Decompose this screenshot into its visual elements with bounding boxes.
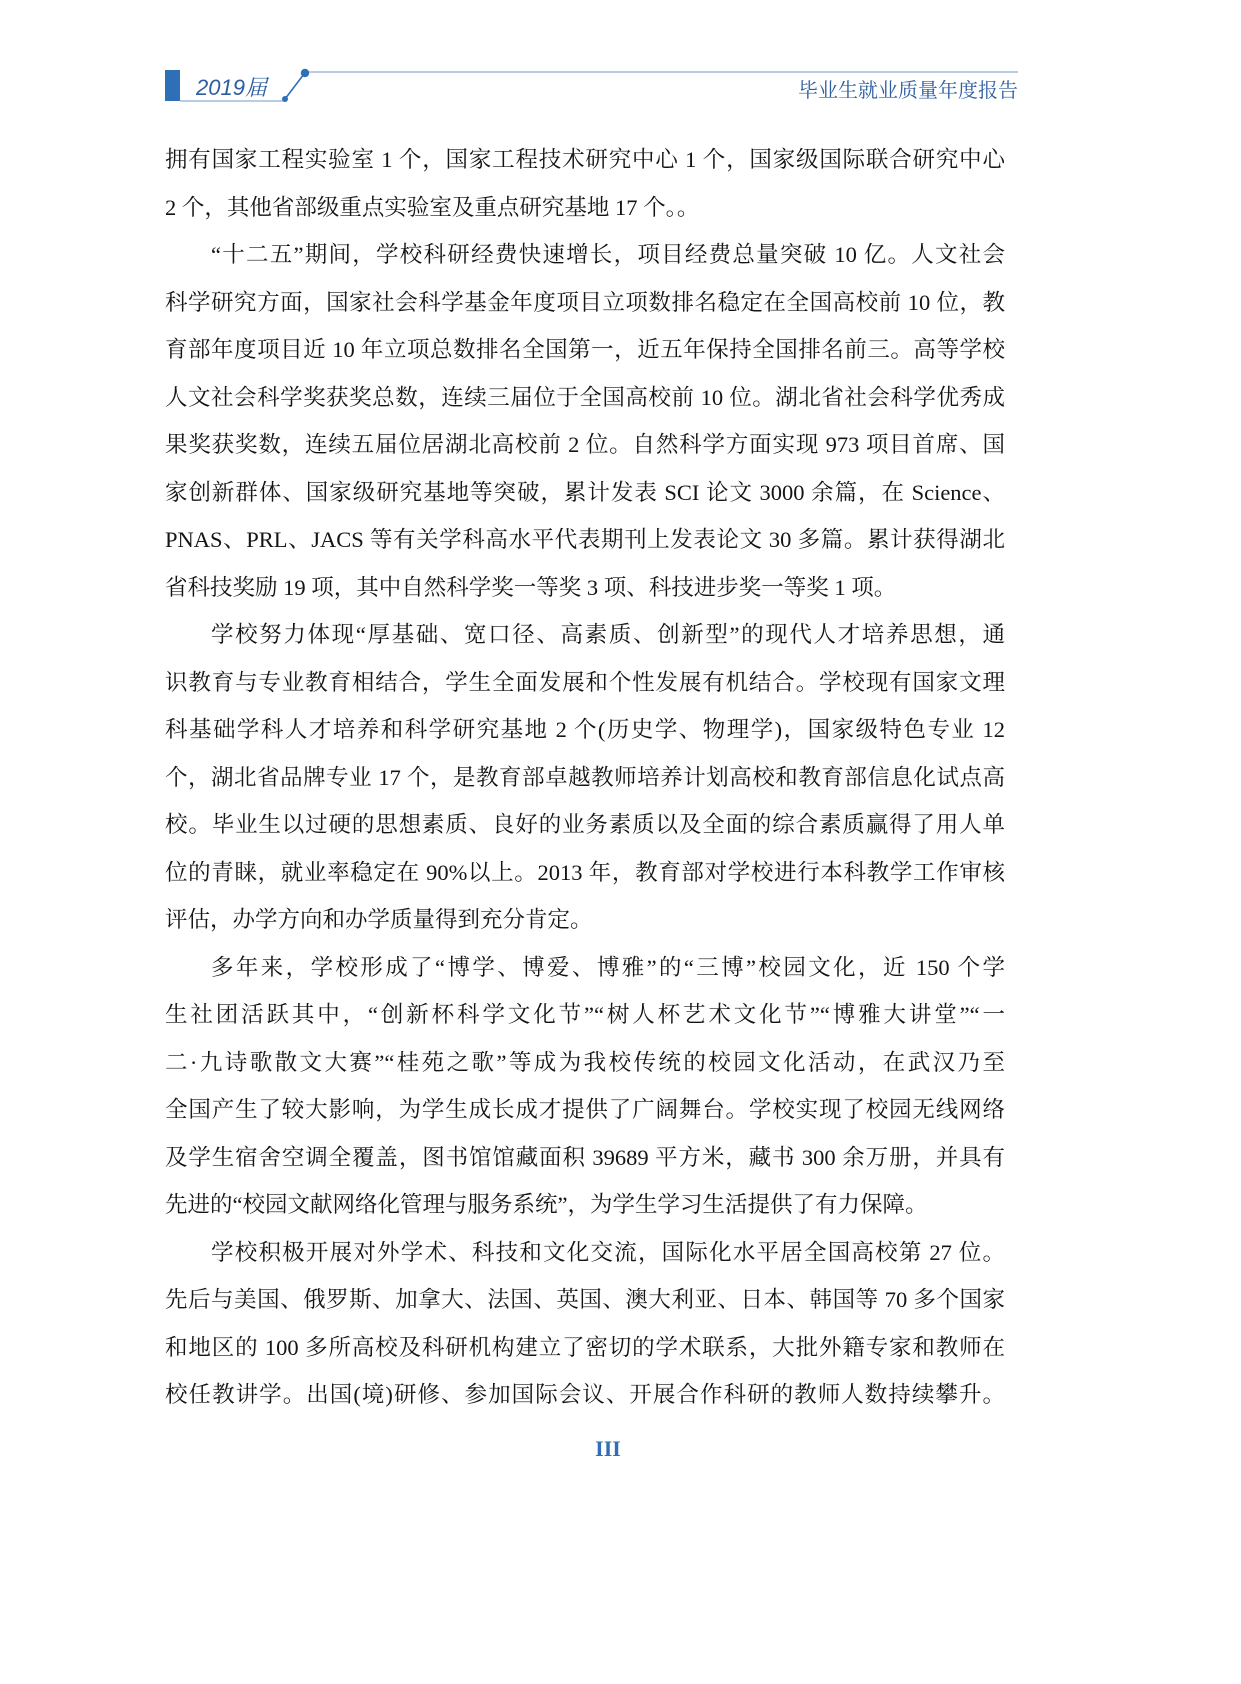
text-line: 人文社会科学奖获奖总数，连续三届位于全国高校前 10 位。湖北省社会科学优秀成 bbox=[165, 384, 1005, 410]
year-label: 2019届 bbox=[196, 75, 267, 100]
text-line: 家创新群体、国家级研究基地等突破，累计发表 SCI 论文 3000 余篇，在 Science、 bbox=[165, 479, 1005, 505]
header-accent-bar bbox=[165, 70, 180, 101]
text-line: 和地区的 100 多所高校及科研机构建立了密切的学术联系，大批外籍专家和教师在 bbox=[165, 1334, 1005, 1360]
text-line: 先后与美国、俄罗斯、加拿大、法国、英国、澳大利亚、日本、韩国等 70 多个国家 bbox=[165, 1287, 1005, 1312]
header-dot-bottom bbox=[282, 96, 288, 102]
text-line: 拥有国家工程实验室 1 个，国家工程技术研究中心 1 个，国家级国际联合研究中心 bbox=[165, 147, 1005, 172]
text-line: 省科技奖励 19 项，其中自然科学奖一等奖 3 项、科技进步奖一等奖 1 项。 bbox=[165, 574, 897, 600]
page-number: III bbox=[595, 1436, 621, 1461]
body-text bbox=[165, 136, 1005, 1419]
text-line: 生社团活跃其中，“创新杯科学文化节”“树人杯艺术文化节”“博雅大讲堂”“一 bbox=[165, 1002, 1005, 1027]
text-line: 识教育与专业教育相结合，学生全面发展和个性发展有机结合。学校现有国家文理 bbox=[165, 669, 1005, 695]
text-line: 学校努力体现“厚基础、宽口径、高素质、创新型”的现代人才培养思想，通 bbox=[211, 622, 1005, 647]
text-line: 先进的“校园文献网络化管理与服务系统”，为学生学习生活提供了有力保障。 bbox=[165, 1192, 928, 1217]
text-line: 学校积极开展对外学术、科技和文化交流，国际化水平居全国高校第 27 位。 bbox=[211, 1239, 1005, 1265]
report-title: 毕业生就业质量年度报告 bbox=[798, 80, 1018, 102]
text-line: 科学研究方面，国家社会科学基金年度项目立项数排名稳定在全国高校前 10 位，教 bbox=[165, 289, 1005, 315]
text-line: 个，湖北省品牌专业 17 个，是教育部卓越教师培养计划高校和教育部信息化试点高 bbox=[165, 764, 1005, 790]
text-line: “十二五”期间，学校科研经费快速增长，项目经费总量突破 10 亿。人文社会 bbox=[211, 242, 1005, 267]
text-line: 校任教讲学。出国(境)研修、参加国际会议、开展合作科研的教师人数持续攀升。 bbox=[165, 1382, 1005, 1407]
text-line: 多年来，学校形成了“博学、博爱、博雅”的“三博”校园文化，近 150 个学 bbox=[211, 954, 1005, 980]
text-line: 科基础学科人才培养和科学研究基地 2 个(历史学、物理学)，国家级特色专业 12 bbox=[165, 717, 1005, 742]
text-line: 2 个，其他省部级重点实验室及重点研究基地 17 个。。 bbox=[165, 194, 700, 220]
text-line: 二·九诗歌散文大赛”“桂苑之歌”等成为我校传统的校园文化活动，在武汉乃至 bbox=[165, 1049, 1005, 1075]
header-dot-top bbox=[301, 69, 309, 77]
text-line: 评估，办学方向和办学质量得到充分肯定。 bbox=[165, 907, 593, 932]
text-line: 育部年度项目近 10 年立项总数排名全国第一，近五年保持全国排名前三。高等学校 bbox=[165, 337, 1005, 362]
text-line: 校。毕业生以过硬的思想素质、良好的业务素质以及全面的综合素质赢得了用人单 bbox=[165, 812, 1005, 837]
text-line: 全国产生了较大影响，为学生成长成才提供了广阔舞台。学校实现了校园无线网络 bbox=[165, 1097, 1005, 1122]
text-line: 果奖获奖数，连续五届位居湖北高校前 2 位。自然科学方面实现 973 项目首席、国 bbox=[165, 432, 1005, 457]
header-slash bbox=[285, 74, 304, 99]
text-line: 位的青睐，就业率稳定在 90%以上。2013 年，教育部对学校进行本科教学工作审核 bbox=[165, 859, 1005, 885]
text-line: PNAS、PRL、JACS 等有关学科高水平代表期刊上发表论文 30 多篇。累计获得湖北 bbox=[165, 527, 1005, 552]
text-line: 及学生宿舍空调全覆盖，图书馆馆藏面积 39689 平方米，藏书 300 余万册，并具有 bbox=[165, 1144, 1005, 1170]
header-decoration bbox=[0, 0, 1241, 120]
